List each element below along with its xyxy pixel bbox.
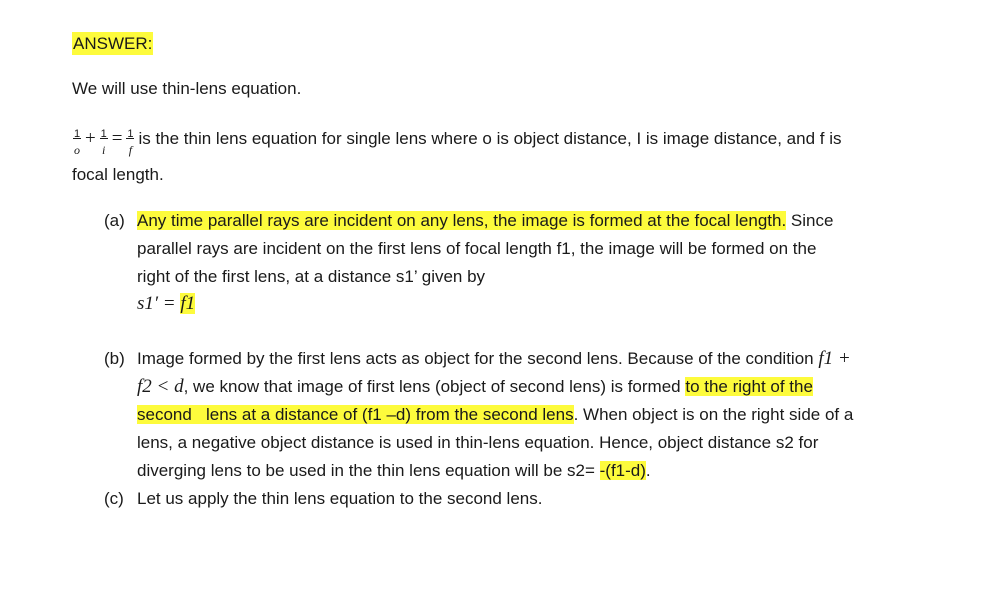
fraction-bar	[73, 138, 81, 139]
part-b-label: (b)	[104, 349, 125, 368]
thin-lens-equation-line	[72, 124, 842, 157]
part-b-line-1	[137, 349, 851, 369]
fraction-one-over-i	[99, 124, 109, 157]
part-b-condition-start: f1 +	[818, 348, 851, 369]
denominator: i	[102, 143, 106, 157]
fraction-one-over-o	[72, 124, 82, 157]
part-b-line-5-end: .	[645, 461, 651, 480]
part-b-line-1-text: Image formed by the first lens acts as object for the second lens. Because of the condition	[137, 349, 819, 368]
fraction-one-over-f	[125, 124, 135, 157]
formula-rhs: f1	[180, 293, 196, 314]
part-b-condition-end: f2 < d	[137, 376, 184, 397]
part-b-line-5-text: diverging lens to be used in the thin lens equation will be s2=	[137, 461, 600, 480]
equation-description-cont: focal length.	[72, 165, 164, 184]
part-a-formula	[137, 294, 195, 314]
part-a-line-1-rest: Since	[786, 211, 834, 230]
part-b-highlight-1: to the right of the	[685, 377, 813, 396]
part-b-line-2	[137, 377, 813, 397]
part-b-line-4: lens, a negative object distance is used in thin-lens equation. Hence, object distance s2 for	[137, 433, 819, 452]
equation-description: is the thin lens equation for single lens where o is object distance, I is image distance, and f is	[138, 129, 842, 148]
part-c-label: (c)	[104, 489, 124, 508]
part-c-text: Let us apply the thin lens equation to the second lens.	[137, 489, 543, 508]
part-b-line-3	[137, 405, 853, 425]
denominator: f	[128, 143, 133, 157]
part-b-highlight-3: -(f1-d)	[599, 461, 646, 480]
part-b-highlight-2: second lens at a distance of (f1 –d) from the second lens	[137, 405, 574, 424]
part-a-line-2: parallel rays are incident on the first lens of focal length f1, the image will be formed on the	[137, 239, 817, 258]
formula-lhs: s1′ =	[137, 293, 176, 314]
intro-text: We will use thin-lens equation.	[72, 79, 302, 98]
numerator: 1	[127, 128, 134, 140]
part-b-line-3-rest: . When object is on the right side of a	[573, 405, 854, 424]
part-a-highlight: Any time parallel rays are incident on any lens, the image is formed at the focal length.	[137, 211, 787, 230]
part-a-line-1	[137, 211, 833, 231]
part-a-line-3: right of the first lens, at a distance s1’ given by	[137, 267, 486, 286]
numerator: 1	[100, 128, 107, 140]
numerator: 1	[73, 128, 81, 140]
part-b-line-5	[137, 461, 651, 481]
denominator: o	[74, 143, 80, 157]
part-b-line-2-text: , we know that image of first lens (object of second lens) is formed	[183, 377, 686, 396]
part-a-label: (a)	[104, 211, 125, 230]
equals-sign: =	[111, 128, 123, 149]
plus-sign: +	[85, 128, 96, 149]
fraction-bar	[100, 138, 108, 139]
fraction-bar	[126, 138, 134, 139]
answer-heading-text: ANSWER:	[73, 34, 153, 53]
answer-heading	[72, 34, 153, 54]
